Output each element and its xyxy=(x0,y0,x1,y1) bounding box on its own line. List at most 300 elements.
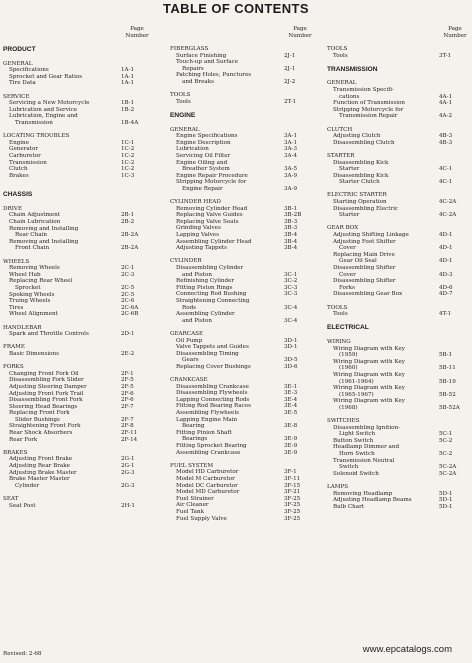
toc-entry-title: FUEL SYSTEM xyxy=(170,462,214,469)
revision-note: Revised: 2-68 xyxy=(3,651,42,657)
toc-entry-title: GEAR BOX xyxy=(327,225,359,232)
toc-entry xyxy=(327,100,471,107)
toc-entry-title: LOCATING TROUBLES xyxy=(3,133,70,140)
toc-entry-page xyxy=(284,199,316,206)
toc-entry xyxy=(3,74,153,81)
toc-entry xyxy=(170,397,316,404)
spacer xyxy=(170,456,316,463)
toc-entry-title: Fitting Sprocket Bearing xyxy=(176,443,247,450)
toc-entry-title: Transmission Repair xyxy=(339,113,398,120)
toc-entry-page: 5B-52A xyxy=(439,404,460,411)
toc-entry-page: 4D-3 xyxy=(439,271,453,278)
toc-entry-title: Clutch xyxy=(9,166,28,173)
toc-entry xyxy=(3,100,153,107)
toc-entry-page: 2F-8 xyxy=(121,423,134,430)
toc-entry-title: Starter xyxy=(339,212,360,219)
toc-entry-page: 3C-4 xyxy=(284,317,298,324)
toc-entry-page: 3F-11 xyxy=(284,476,301,482)
toc-entry xyxy=(327,491,471,498)
toc-entry-page xyxy=(439,346,471,353)
toc-entry-page: 3C-1 xyxy=(284,271,298,278)
toc-entry-title: Removing and Installing xyxy=(9,238,79,245)
toc-entry xyxy=(3,483,153,490)
toc-entry-title: Assembling Flywheels xyxy=(176,410,240,417)
toc-entry-title: Removing and Installing xyxy=(9,225,79,232)
toc-entry xyxy=(170,53,316,60)
toc-entry xyxy=(3,80,153,87)
toc-entry xyxy=(170,476,316,483)
toc-entry-title: Model HD Carburetor xyxy=(176,469,239,476)
toc-entry-page: 1B-2 xyxy=(121,106,135,113)
toc-group-heading xyxy=(3,61,153,68)
toc-group-heading xyxy=(3,133,153,140)
toc-entry xyxy=(327,438,471,445)
toc-entry-page xyxy=(121,259,153,266)
toc-entry-page: 4C-2A xyxy=(439,199,457,206)
toc-entry-page: 3A-4 xyxy=(284,152,298,159)
toc-entry-title: Assembling Crankcase xyxy=(176,449,241,456)
toc-entry xyxy=(327,199,471,206)
page-number-header-label: Page Number xyxy=(443,26,467,39)
toc-entry-title: Wiring Diagram with Key xyxy=(333,371,405,378)
toc-entry xyxy=(3,423,153,430)
toc-entry-page: 2F-6 xyxy=(121,397,134,404)
toc-entry xyxy=(327,179,471,186)
toc-entry xyxy=(3,391,153,398)
toc-entry-title: (1960) xyxy=(339,365,358,372)
toc-entry-title: Removing Headlamp xyxy=(333,490,393,497)
toc-group-heading xyxy=(170,463,316,470)
toc-entry-page xyxy=(439,46,471,53)
toc-entry-page: 3C-4 xyxy=(284,304,298,311)
toc-entry-page: 2C-5 xyxy=(121,291,135,298)
toc-entry-page xyxy=(284,351,316,358)
toc-entry-page: 3E-9 xyxy=(284,449,298,456)
toc-group-heading xyxy=(327,80,471,87)
toc-entry-page xyxy=(284,265,316,272)
toc-entry-title: STARTER xyxy=(327,152,355,159)
toc-entry-title: Replacing Rear Wheel xyxy=(9,278,73,285)
toc-entry-page xyxy=(439,252,471,259)
toc-entry-page: 1A-1 xyxy=(121,73,135,80)
toc-entry-title: Surface Finishing xyxy=(176,52,227,59)
spacer xyxy=(170,371,316,378)
watermark: www.epcatalogs.com xyxy=(362,644,452,655)
toc-entry xyxy=(170,59,316,66)
toc-entry-page: 2B-1 xyxy=(121,212,135,219)
toc-entry xyxy=(327,431,471,438)
toc-entry-page: 1A-1 xyxy=(121,80,135,87)
toc-entry xyxy=(327,425,471,432)
toc-entry-page xyxy=(439,173,471,180)
toc-entry-title: Assembling Cylinder Head xyxy=(176,238,252,245)
toc-entry-page: 5C-2A xyxy=(439,464,457,471)
toc-entry xyxy=(3,285,153,292)
toc-entry-title: Lapping Engine Main xyxy=(176,416,238,423)
toc-entry xyxy=(3,153,153,160)
toc-entry-title: Transmission Neutral xyxy=(333,457,395,464)
toc-entry xyxy=(170,410,316,417)
toc-entry xyxy=(327,291,471,298)
spacer xyxy=(170,105,316,112)
toc-entry xyxy=(3,226,153,233)
toc-entry-title: Removing Cylinder Head xyxy=(176,205,248,212)
toc-entry-title: Disassembling Clutch xyxy=(333,139,395,146)
toc-group-heading xyxy=(3,496,153,503)
section-heading: ENGINE xyxy=(170,111,196,119)
toc-entry-page xyxy=(439,206,471,213)
spacer xyxy=(3,54,153,61)
toc-entry xyxy=(170,509,316,516)
toc-entry-page xyxy=(284,46,316,53)
toc-entry-title: Rear Chain xyxy=(15,232,47,239)
toc-group-heading xyxy=(327,305,471,312)
page-number-header-label: Page Number xyxy=(288,26,312,39)
toc-entry xyxy=(3,160,153,167)
toc-entry-title: Disassembling Ignition- xyxy=(333,424,401,431)
toc-entry xyxy=(327,212,471,219)
toc-entry xyxy=(170,483,316,490)
toc-entry-page xyxy=(439,80,471,87)
spacer xyxy=(3,338,153,345)
toc-entry xyxy=(170,450,316,457)
toc-entry xyxy=(327,166,471,173)
toc-entry-page: 4A-2 xyxy=(439,113,453,120)
toc-entry-page: 2F-7 xyxy=(121,403,134,410)
toc-entry-page: 3D-1 xyxy=(284,337,298,344)
toc-entry-page: 4C-1 xyxy=(439,179,453,186)
page-title: TABLE OF CONTENTS xyxy=(163,1,309,16)
toc-entry xyxy=(170,173,316,180)
toc-entry-page xyxy=(439,278,471,285)
toc-entry-page: 2F-1 xyxy=(121,370,134,377)
toc-entry-title: FIBERGLASS xyxy=(170,46,209,52)
toc-entry xyxy=(170,239,316,246)
toc-entry-page xyxy=(439,87,471,94)
toc-entry-page xyxy=(284,72,316,79)
toc-entry-page: 3E-4 xyxy=(284,396,298,403)
toc-entry xyxy=(3,239,153,246)
toc-entry-title: Replacing Valve Seats xyxy=(176,218,239,225)
toc-group-heading xyxy=(3,450,153,457)
toc-group-heading xyxy=(327,418,471,425)
toc-entry-title: Fitting Pinion Shaft xyxy=(176,429,232,436)
toc-group-heading xyxy=(170,92,316,99)
toc-entry xyxy=(170,423,316,430)
toc-entry-title: Fuel Tank xyxy=(176,508,204,515)
toc-entry xyxy=(170,79,316,86)
toc-entry-title: Gears xyxy=(182,357,199,364)
toc-entry-page: 2C-1 xyxy=(121,265,135,272)
toc-entry-page: 3C-2 xyxy=(284,278,298,285)
toc-entry-page xyxy=(439,339,471,346)
toc-entry-title: GEARCASE xyxy=(170,330,204,337)
toc-entry-page: 4C-1 xyxy=(439,166,453,173)
toc-entry xyxy=(170,291,316,298)
toc-entry-page xyxy=(439,372,471,379)
toc-entry-title: Changing Front Fork Oil xyxy=(9,370,79,377)
toc-entry-title: TOOLS xyxy=(327,46,348,52)
toc-entry-page: 4D-1 xyxy=(439,245,453,252)
toc-entry-title: Cover xyxy=(339,271,356,278)
toc-entry-title: Disassembling Front Fork xyxy=(9,397,83,404)
toc-entry xyxy=(3,173,153,180)
toc-entry xyxy=(327,133,471,140)
toc-entry-page: 2D-1 xyxy=(121,331,135,338)
toc-entry xyxy=(3,166,153,173)
toc-entry xyxy=(170,403,316,410)
toc-entry-title: Engine Oiling and xyxy=(176,159,228,166)
toc-entry-page: 1C-1 xyxy=(121,139,135,146)
toc-entry xyxy=(327,392,471,399)
toc-entry-page: 2G-1 xyxy=(121,456,135,463)
toc-entry-page xyxy=(284,298,316,305)
toc-entry-title: Wheel Hub xyxy=(9,271,41,278)
toc-entry xyxy=(170,153,316,160)
toc-group-heading xyxy=(3,94,153,101)
spacer xyxy=(3,443,153,450)
toc-entry-title: Disassembling Gear Box xyxy=(333,291,403,298)
toc-entry-title: Disassembling Timing xyxy=(176,350,239,357)
toc-entry xyxy=(3,377,153,384)
toc-entry-page: 2C-6B xyxy=(121,311,139,318)
spacer xyxy=(170,192,316,199)
toc-entry xyxy=(3,140,153,147)
toc-entry-page xyxy=(284,179,316,186)
toc-entry-title: Replacing Valve Guides xyxy=(176,212,243,219)
toc-entry-title: Spark and Throttle Controls xyxy=(9,331,89,338)
toc-entry-title: Engine Repair Procedure xyxy=(176,172,248,179)
spacer xyxy=(3,127,153,134)
page-number-header xyxy=(327,26,471,46)
toc-entry xyxy=(3,305,153,312)
toc-entry-title: Lubrication xyxy=(176,146,209,153)
toc-entry xyxy=(170,351,316,358)
toc-group-heading xyxy=(327,127,471,134)
toc-entry xyxy=(170,305,316,312)
toc-entry xyxy=(170,272,316,279)
spacer xyxy=(327,146,471,153)
toc-entry xyxy=(3,476,153,483)
toc-entry-page: 1C-2 xyxy=(121,159,135,166)
toc-entry xyxy=(327,173,471,180)
toc-entry-title: Disassembling Kick xyxy=(333,172,389,179)
toc-entry-title: Starter Clutch xyxy=(339,179,380,186)
toc-entry-page: 3E-1 xyxy=(284,383,298,390)
toc-entry xyxy=(170,146,316,153)
toc-entry xyxy=(3,146,153,153)
toc-entry xyxy=(327,359,471,366)
toc-entry xyxy=(327,346,471,353)
toc-entry-page: 3F-15 xyxy=(284,482,301,489)
toc-entry-title: Wiring Diagram with Key xyxy=(333,358,405,365)
toc-entry-page xyxy=(284,377,316,384)
toc-entry xyxy=(327,504,471,511)
toc-entry xyxy=(3,120,153,127)
toc-entry-title: Servicing a New Motorcycle xyxy=(9,100,90,107)
toc-entry-title: TOOLS xyxy=(170,92,191,99)
toc-entry-page: 1B-4A xyxy=(121,119,139,126)
toc-group-heading xyxy=(327,225,471,232)
toc-entry-title: GENERAL xyxy=(3,60,33,67)
toc-entry-page: 5B-52 xyxy=(439,391,456,398)
toc-entry-page: 2G-3 xyxy=(121,482,135,489)
toc-entry-page xyxy=(439,153,471,160)
toc-entry-page: 3B-1 xyxy=(284,205,298,212)
toc-entry xyxy=(327,444,471,451)
toc-entry-page: 5B-11 xyxy=(439,365,456,372)
spacer xyxy=(327,59,471,66)
toc-entry xyxy=(170,469,316,476)
toc-group-heading xyxy=(327,153,471,160)
toc-entry-page: 3B-4 xyxy=(284,245,298,252)
toc-entry-title: FRAME xyxy=(3,344,25,351)
toc-entry-title: WHEELS xyxy=(3,258,30,265)
toc-entry-title: FORKS xyxy=(3,364,24,371)
toc-entry-page: 3A-3 xyxy=(284,146,298,153)
toc-entry-title: Wheel Alignment xyxy=(9,311,58,318)
toc-entry xyxy=(3,351,153,358)
toc-entry-title: Gear Oil Seal xyxy=(339,258,377,265)
toc-entry-title: Servicing Oil Filter xyxy=(176,152,231,159)
toc-entry-title: Forks xyxy=(339,284,355,291)
toc-column-1 xyxy=(3,26,153,652)
toc-entry-page: 2E-2 xyxy=(121,350,135,357)
toc-entry-title: Tools xyxy=(333,52,348,59)
toc-entry xyxy=(170,140,316,147)
toc-group-heading xyxy=(170,46,316,53)
toc-entry-title: Replacing Cover Bushings xyxy=(176,363,251,370)
page-number-header xyxy=(3,26,153,46)
toc-entry-page: 2C-3 xyxy=(121,271,135,278)
toc-entry-title: Model DC Carburetor xyxy=(176,482,238,489)
spacer xyxy=(3,199,153,206)
toc-entry-page: 3A-9 xyxy=(284,172,298,179)
toc-entry xyxy=(170,502,316,509)
toc-entry-title: Bearing xyxy=(182,423,205,430)
toc-entry-title: (1959) xyxy=(339,352,358,359)
toc-entry-page xyxy=(439,385,471,392)
spacer xyxy=(170,324,316,331)
spacer xyxy=(3,489,153,496)
toc-entry-title: Steering Head Bearings xyxy=(9,403,78,410)
toc-entry-page xyxy=(439,444,471,451)
toc-entry xyxy=(170,417,316,424)
toc-entry-page xyxy=(439,265,471,272)
toc-entry-page xyxy=(439,305,471,312)
toc-entry-page: 3B-3 xyxy=(284,218,298,225)
spacer xyxy=(170,252,316,259)
toc-entry-title: Engine xyxy=(9,139,29,146)
toc-entry xyxy=(327,258,471,265)
toc-entry-title: Adjusting Steering Damper xyxy=(9,383,87,390)
toc-entry xyxy=(170,443,316,450)
toc-entry-page: 3F-25 xyxy=(284,495,301,502)
toc-entry-title: Assembling Cylinder xyxy=(176,311,235,318)
toc-entry-page: 1B-1 xyxy=(121,100,135,107)
toc-group-heading xyxy=(327,484,471,491)
toc-entry-page: 3F-1 xyxy=(284,469,297,476)
toc-entry-page xyxy=(121,113,153,120)
toc-entry-page xyxy=(121,496,153,503)
toc-entry-title: CRANKCASE xyxy=(170,377,208,384)
toc-group-heading xyxy=(327,46,471,53)
toc-entry xyxy=(327,471,471,478)
toc-entry-title: Horn Switch xyxy=(339,451,375,458)
toc-entry xyxy=(170,245,316,252)
toc-entry xyxy=(327,365,471,372)
toc-entry-title: Fitting Piston Rings xyxy=(176,284,233,291)
toc-entry-page: 2C-6A xyxy=(121,304,139,311)
toc-entry-title: Oil Pump xyxy=(176,337,203,344)
toc-entry-title: Starting Operation xyxy=(333,199,387,206)
toc-entry-title: Stripping Motorcycle for xyxy=(176,179,247,186)
toc-entry-page: 2B-2A xyxy=(121,245,139,252)
toc-entry-title: Adjusting Headlamp Beams xyxy=(333,497,412,504)
toc-entry-page: 2F-6 xyxy=(121,390,134,397)
toc-entry-title: Sprocket and Gear Ratios xyxy=(9,73,83,80)
toc-entry-title: Adjusting Foot Shifter xyxy=(333,238,396,245)
toc-entry-title: and Piston xyxy=(182,271,212,278)
toc-entry xyxy=(170,219,316,226)
toc-entry xyxy=(170,179,316,186)
toc-entry xyxy=(327,352,471,359)
toc-entry-title: Starter xyxy=(339,166,360,173)
toc-entry-title: Replacing Front Fork xyxy=(9,410,70,417)
toc-entry-title: Spoking Wheels xyxy=(9,291,55,298)
toc-entry xyxy=(3,67,153,74)
toc-entry-title: (1965-1967) xyxy=(339,391,374,398)
toc-entry-page xyxy=(121,476,153,483)
toc-entry-title: Seat Post xyxy=(9,502,36,509)
spacer xyxy=(327,318,471,325)
toc-entry xyxy=(170,390,316,397)
toc-entry xyxy=(327,232,471,239)
toc-entry xyxy=(170,186,316,193)
toc-entry xyxy=(3,371,153,378)
spacer xyxy=(327,120,471,127)
toc-entry-title: Disassembling Shifter xyxy=(333,265,396,271)
toc-entry xyxy=(170,285,316,292)
toc-group-heading xyxy=(327,192,471,199)
toc-entry-page: 1C-2 xyxy=(121,146,135,153)
toc-entry xyxy=(170,99,316,106)
toc-entry-title: Disassembling Shifter xyxy=(333,278,396,285)
toc-entry-title: Engine Repair xyxy=(182,185,223,192)
toc-entry-title: Transmission xyxy=(9,159,47,166)
toc-entry xyxy=(170,206,316,213)
toc-group-heading xyxy=(3,259,153,266)
toc-entry-page: 3F-21 xyxy=(284,489,301,496)
toc-entry-title: Disassembling Crankcase xyxy=(176,383,249,390)
toc-entry xyxy=(3,404,153,411)
section-heading: PRODUCT xyxy=(3,46,36,53)
toc-entry-title: Adjusting Front Fork Trail xyxy=(9,390,84,397)
toc-entry-page xyxy=(284,463,316,470)
toc-entry-title: WIRING xyxy=(327,338,351,345)
toc-entry xyxy=(170,318,316,325)
toc-entry-page: 3E-3 xyxy=(284,390,298,397)
toc-entry-title: Button Switch xyxy=(333,437,374,444)
toc-entry xyxy=(170,212,316,219)
toc-group-heading xyxy=(170,331,316,338)
toc-entry-title: Brake Master Master xyxy=(9,476,70,483)
toc-entry-title: Adjusting Rear Brake xyxy=(9,463,70,470)
toc-entry xyxy=(327,265,471,272)
toc-entry-page: 4D-1 xyxy=(439,232,453,239)
toc-entry-page xyxy=(439,192,471,199)
toc-entry-title: Headlamp Dimmer and xyxy=(333,444,400,451)
